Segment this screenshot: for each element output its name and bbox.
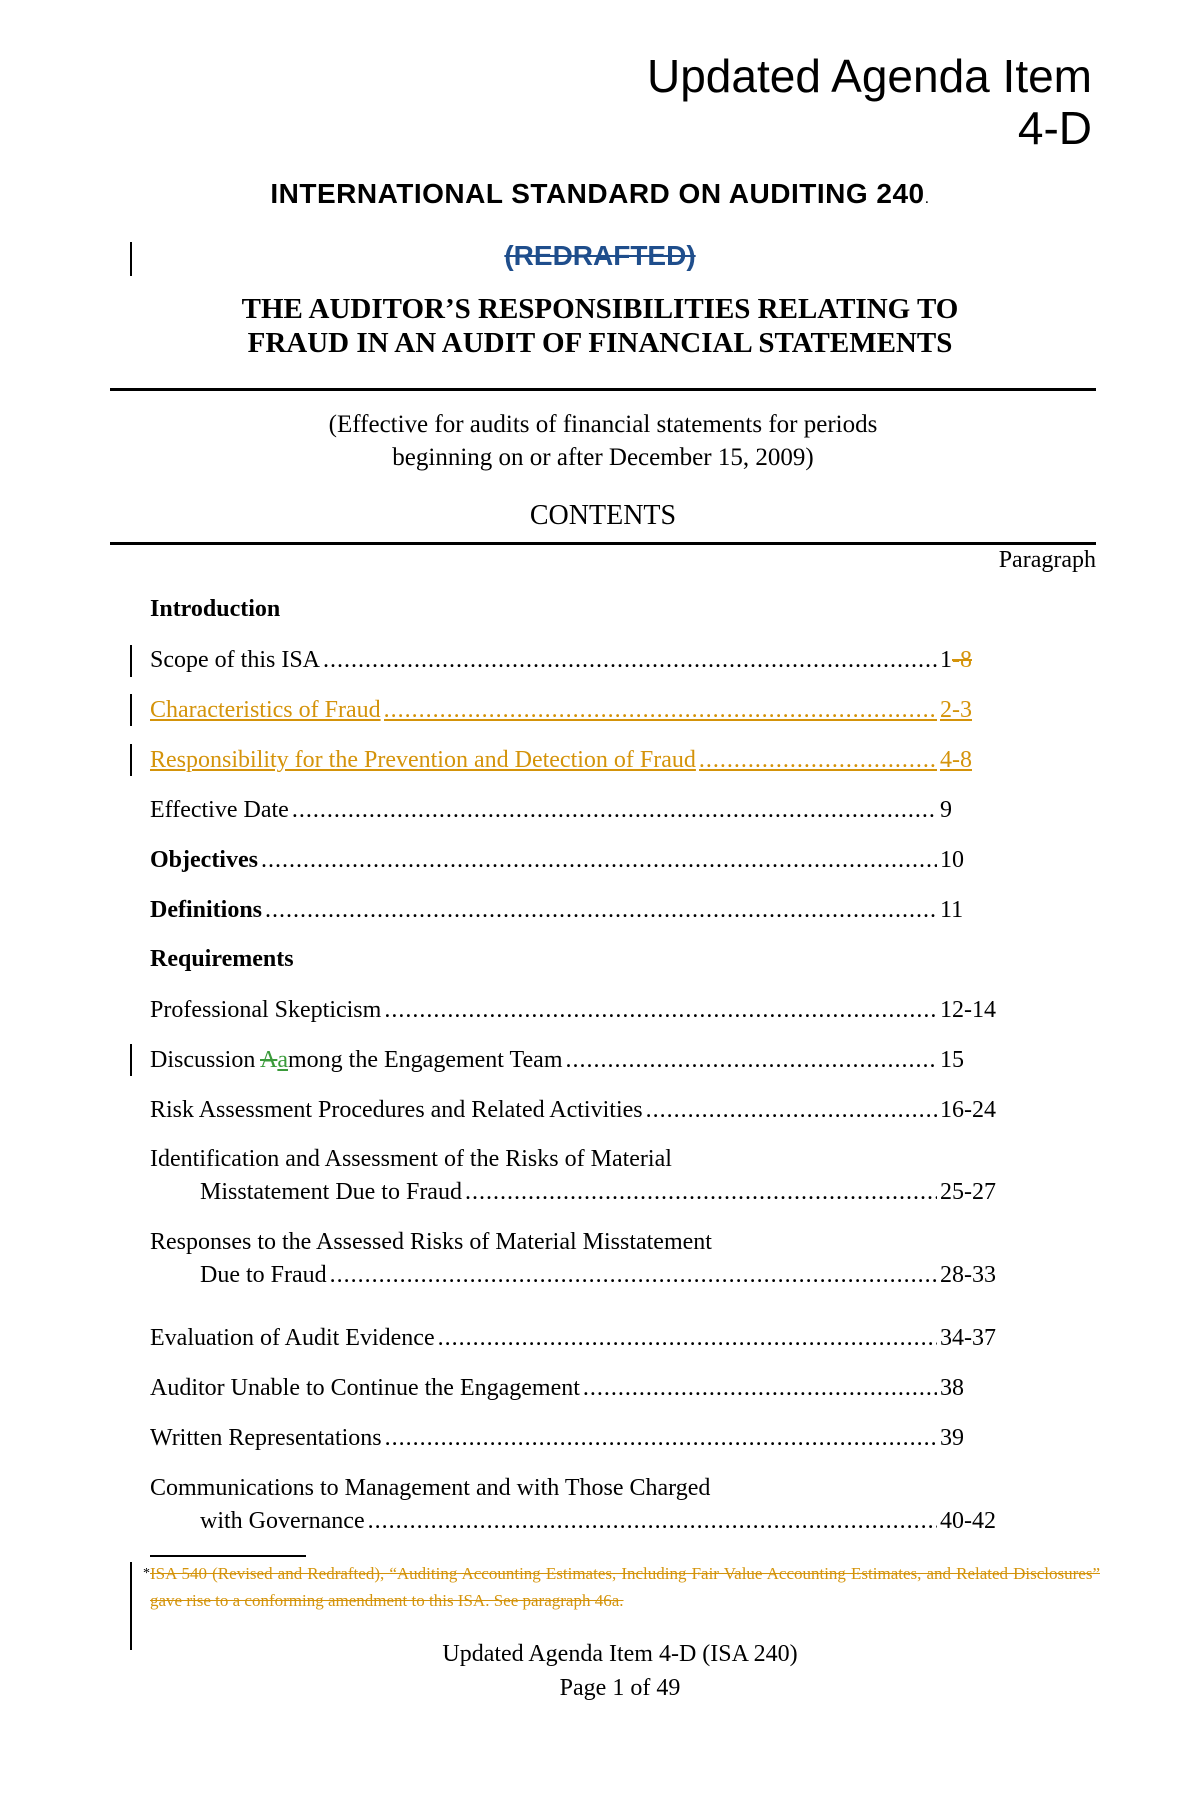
toc-entry-label: Evaluation of Audit Evidence xyxy=(150,1325,435,1351)
standard-title-text: INTERNATIONAL STANDARD ON AUDITING 240 xyxy=(270,178,925,209)
label-part: Discussion xyxy=(150,1047,261,1073)
label-part: mong the Engagement Team xyxy=(288,1047,563,1073)
inserted-letter: a xyxy=(277,1047,289,1073)
toc-entry-definitions[interactable] xyxy=(150,896,1010,924)
contents-rule xyxy=(110,542,1096,545)
change-bar xyxy=(130,694,132,726)
main-title-line-2: FRAUD IN AN AUDIT OF FINANCIAL STATEMENTS xyxy=(247,327,953,359)
footnote-mark: * xyxy=(143,1566,150,1581)
toc-entry-page: 25-27 xyxy=(940,1179,996,1205)
deleted-page-range: -8 xyxy=(952,647,972,673)
toc-entry-label: Written Representations xyxy=(150,1425,382,1451)
toc-entry-label-line-2: with Governance xyxy=(200,1508,365,1534)
toc-entry-identification[interactable] xyxy=(150,1143,1010,1209)
contents-heading: CONTENTS xyxy=(529,500,677,531)
toc-entry-page: 28-33 xyxy=(940,1262,996,1288)
main-title xyxy=(110,292,1090,360)
leader-dots xyxy=(565,1046,937,1074)
title-rule xyxy=(110,388,1096,391)
toc-entry-page: 12-14 xyxy=(940,997,996,1023)
toc-entry-label-line-2: Due to Fraud xyxy=(200,1262,327,1288)
leader-dots xyxy=(330,1259,937,1292)
toc-entry-page xyxy=(940,646,1010,674)
footnote-separator xyxy=(150,1555,306,1557)
toc-entry-label-line-2: Misstatement Due to Fraud xyxy=(200,1179,462,1205)
toc-entry-responses[interactable] xyxy=(150,1226,1010,1292)
leader-dots xyxy=(384,696,937,724)
toc-entry-page: 40-42 xyxy=(940,1508,996,1534)
change-bar xyxy=(130,744,132,776)
leader-dots xyxy=(385,1424,937,1452)
leader-dots xyxy=(646,1096,937,1124)
toc-entry-page: 15 xyxy=(940,1047,964,1073)
toc-entry-label: Effective Date xyxy=(150,797,289,823)
deleted-letter: A xyxy=(260,1047,278,1073)
standard-title-mark: . xyxy=(924,190,930,207)
main-title-line-1: THE AUDITOR’S RESPONSIBILITIES RELATING TO xyxy=(241,293,959,325)
toc-entry-scope[interactable] xyxy=(150,646,1010,674)
standard-title xyxy=(0,178,1200,210)
toc-entry-page: 4-8 xyxy=(940,747,972,773)
toc-entry-label: Professional Skepticism xyxy=(150,997,382,1023)
toc-entry-communications[interactable] xyxy=(150,1472,1010,1538)
leader-dots xyxy=(292,796,937,824)
toc-entry-label-line-1: Responses to the Assessed Risks of Material Misstatement xyxy=(150,1229,712,1255)
page-footer xyxy=(110,1637,1130,1705)
footer-title: Updated Agenda Item 4-D (ISA 240) xyxy=(442,1641,798,1667)
toc-entry-page: 16-24 xyxy=(940,1097,996,1123)
toc-entry-skepticism[interactable] xyxy=(150,996,1010,1024)
toc-entry-page: 10 xyxy=(940,847,964,873)
toc-entry-page: 9 xyxy=(940,797,952,823)
agenda-line-1: Updated Agenda Item xyxy=(647,50,1092,102)
leader-dots xyxy=(699,746,937,774)
toc-entry-label: Characteristics of Fraud xyxy=(150,697,381,723)
leader-dots xyxy=(465,1176,937,1209)
toc-entry-page: 2-3 xyxy=(940,697,972,723)
toc-entry-label: Responsibility for the Prevention and Detection of Fraud xyxy=(150,747,696,773)
effective-line-2: beginning on or after December 15, 2009) xyxy=(392,444,814,471)
toc-entry-label: Scope of this ISA xyxy=(150,647,320,673)
toc-entry-label-line-1: Identification and Assessment of the Risks of Material xyxy=(150,1146,672,1172)
effective-date-note xyxy=(110,408,1096,474)
toc-entry-page: 38 xyxy=(940,1375,964,1401)
toc-entry-written-representations[interactable] xyxy=(150,1424,1010,1452)
leader-dots xyxy=(323,646,937,674)
toc-entry-characteristics[interactable] xyxy=(150,696,1010,724)
toc-entry-label xyxy=(150,1046,562,1074)
toc-entry-evaluation[interactable] xyxy=(150,1324,1010,1352)
leader-dots xyxy=(368,1505,937,1538)
toc-section-requirements: Requirements xyxy=(150,946,294,972)
leader-dots xyxy=(265,896,937,924)
page-number: 1 xyxy=(940,647,952,673)
toc-entry-risk-assessment[interactable] xyxy=(150,1096,1010,1124)
paragraph-column-label: Paragraph xyxy=(998,547,1096,573)
toc-entry-discussion[interactable] xyxy=(150,1046,1010,1074)
toc-entry-label: Objectives xyxy=(150,847,258,873)
toc-entry-unable[interactable] xyxy=(150,1374,1010,1402)
toc-entry-label: Auditor Unable to Continue the Engagement xyxy=(150,1375,580,1401)
agenda-line-2: 4-D xyxy=(1017,102,1092,154)
effective-line-1: (Effective for audits of financial statements for periods xyxy=(328,411,878,438)
toc-entry-page: 11 xyxy=(940,897,964,923)
toc-entry-effective-date[interactable] xyxy=(150,796,1010,824)
change-bar xyxy=(130,645,132,677)
toc-entry-label-line-1: Communications to Management and with Those Charged xyxy=(150,1475,711,1501)
leader-dots xyxy=(384,996,937,1024)
leader-dots xyxy=(583,1374,937,1402)
footnote-text: ISA 540 (Revised and Redrafted), “Auditing Accounting Estimates, Including Fair Value Accounting Estimates, and Related Disclosures” gave rise to a conforming amendment to this ISA. See paragraph 46a. xyxy=(150,1564,1100,1610)
leader-dots xyxy=(438,1324,937,1352)
agenda-item-heading xyxy=(647,50,1092,154)
change-bar xyxy=(130,1044,132,1076)
toc-entry-label: Definitions xyxy=(150,897,263,923)
toc-entry-objectives[interactable] xyxy=(150,846,1010,874)
toc-entry-page: 39 xyxy=(940,1425,964,1451)
toc-entry-responsibility[interactable] xyxy=(150,746,1010,774)
redrafted-label: (REDRAFTED) xyxy=(504,240,696,271)
toc-section-introduction: Introduction xyxy=(150,596,281,622)
page-number-footer: Page 1 of 49 xyxy=(559,1675,681,1701)
toc-entry-label: Risk Assessment Procedures and Related Activities xyxy=(150,1097,643,1123)
toc-entry-page: 34-37 xyxy=(940,1325,996,1351)
leader-dots xyxy=(261,846,937,874)
